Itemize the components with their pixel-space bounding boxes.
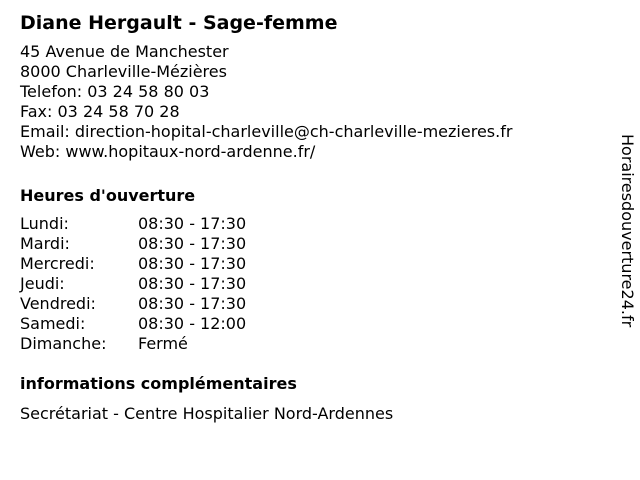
web-link[interactable]: www.hopitaux-nord-ardenne.fr/ [65,142,316,161]
info-heading: informations complémentaires [20,374,297,393]
email-link[interactable]: direction-hopital-charleville@ch-charleville-mezieres.fr [74,122,513,141]
hours-row [20,314,600,334]
info-text: Secrétariat - Centre Hospitalier Nord-Ardennes [20,404,394,423]
page-title: Diane Hergault - Sage-femme [20,12,338,34]
hours-row [20,254,600,274]
phone-number[interactable]: 03 24 58 80 03 [87,82,210,101]
address-city: 8000 Charleville-Mézières [20,62,227,81]
hours-time: 08:30 - 17:30 [138,274,247,293]
web-line [20,142,600,162]
contact-block [20,42,600,162]
hours-time: 08:30 - 17:30 [138,254,247,273]
hours-day: Dimanche: [20,334,107,353]
hours-day: Mardi: [20,234,70,253]
address-street: 45 Avenue de Manchester [20,42,229,61]
email-line [20,122,600,142]
hours-day: Samedi: [20,314,86,333]
hours-table [20,214,600,354]
hours-time: 08:30 - 17:30 [138,294,247,313]
side-watermark-label: Horairesdouverture24.fr [618,134,637,328]
business-card [20,10,600,424]
fax-label: Fax: [20,102,53,121]
hours-time: 08:30 - 17:30 [138,234,247,253]
hours-row [20,214,600,234]
hours-day: Jeudi: [20,274,65,293]
hours-heading: Heures d'ouverture [20,186,196,205]
phone-line [20,82,600,102]
hours-row [20,234,600,254]
hours-time: 08:30 - 17:30 [138,214,247,233]
hours-row [20,334,600,354]
hours-time: 08:30 - 12:00 [138,314,247,333]
web-label: Web: [20,142,61,161]
hours-day: Mercredi: [20,254,95,273]
hours-row [20,294,600,314]
phone-label: Telefon: [20,82,83,101]
hours-time: Fermé [138,334,188,353]
hours-day: Lundi: [20,214,69,233]
email-label: Email: [20,122,70,141]
fax-line [20,102,600,122]
fax-number: 03 24 58 70 28 [57,102,180,121]
hours-day: Vendredi: [20,294,96,313]
hours-row [20,274,600,294]
